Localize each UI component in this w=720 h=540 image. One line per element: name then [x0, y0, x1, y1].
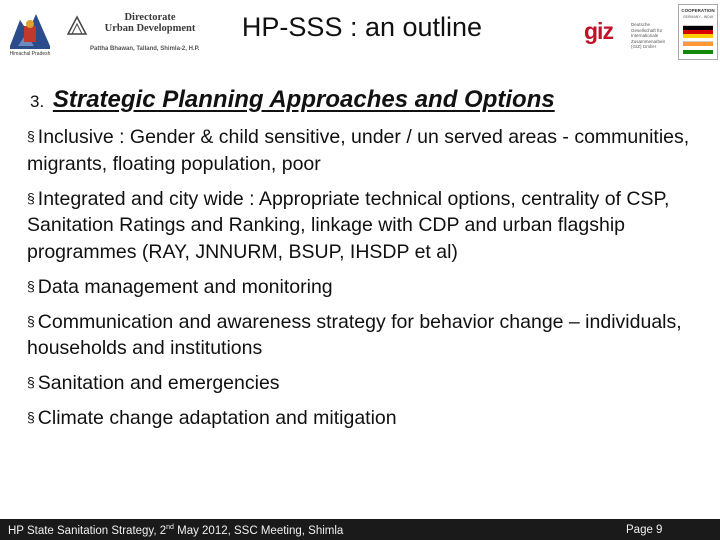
slide-header — [0, 0, 720, 62]
cooperation-sub: GERMANY - INDIA — [682, 15, 714, 19]
building-icon — [66, 14, 88, 36]
giz-wordmark: giz — [584, 18, 613, 44]
bullet-text: Climate change adaptation and mitigation — [37, 407, 397, 429]
bullet-item — [27, 369, 717, 397]
bullet-text: Integrated and city wide : Appropriate technical options, centrality of CSP, Sanitation Ratings and Ranking, linkage with CDP and urban flagship programmes (RAY, JNNURM, BSUP, IHSDP et al) — [27, 187, 670, 263]
section-heading — [30, 86, 555, 114]
section-title: Strategic Planning Approaches and Options — [52, 86, 555, 113]
bullet-text: Sanitation and emergencies — [37, 372, 280, 394]
cooperation-badge — [678, 4, 718, 60]
emblem-caption: Himachal Pradesh — [9, 51, 51, 56]
india-flag-icon — [683, 41, 713, 54]
giz-subtitle: Deutsche Gesellschaft für Internationale Zusammenarbeit (GIZ) GmbH — [631, 22, 665, 49]
state-emblem-icon — [6, 6, 54, 56]
bullet-text: Communication and awareness strategy for behavior change – individuals, households and institutions — [27, 310, 682, 359]
footer-caption-sup: nd — [166, 524, 174, 531]
bullet-glyph: § — [27, 312, 35, 329]
bullet-text: Data management and monitoring — [37, 275, 333, 298]
slide-footer — [0, 519, 720, 540]
bullet-item — [27, 273, 717, 301]
department-name — [90, 12, 210, 34]
bullet-item — [27, 308, 717, 362]
slide-title: HP-SSS : an outline — [241, 12, 483, 42]
footer-caption-pre: HP State Sanitation Strategy, 2 — [8, 524, 167, 537]
bullet-item — [27, 404, 717, 432]
department-address: Pattha Bhawan, Talland, Shimla-2, H.P. — [90, 46, 200, 52]
germany-flag-icon — [683, 25, 713, 38]
bullet-glyph: § — [27, 409, 35, 425]
footer-caption — [8, 524, 343, 537]
department-line-2: Urban Development — [104, 23, 196, 34]
bullet-item — [27, 185, 717, 266]
bullet-list — [27, 123, 717, 439]
bullet-glyph: § — [27, 374, 35, 390]
bullet-glyph: § — [27, 189, 35, 206]
page-number: Page 9 — [626, 524, 663, 536]
bullet-glyph: § — [27, 277, 35, 294]
giz-logo — [576, 6, 676, 56]
section-number: 3. — [30, 92, 45, 111]
department-line-1: Directorate — [124, 12, 176, 23]
department-logo — [6, 4, 211, 58]
bullet-glyph: § — [27, 128, 35, 144]
footer-caption-post: May 2012, SSC Meeting, Shimla — [173, 524, 344, 537]
bullet-text: Inclusive : Gender & child sensitive, under / un served areas - communities, migrants, floating population, poor — [27, 126, 690, 175]
cooperation-label: COOPERATION — [681, 8, 715, 13]
bullet-item — [27, 123, 717, 177]
